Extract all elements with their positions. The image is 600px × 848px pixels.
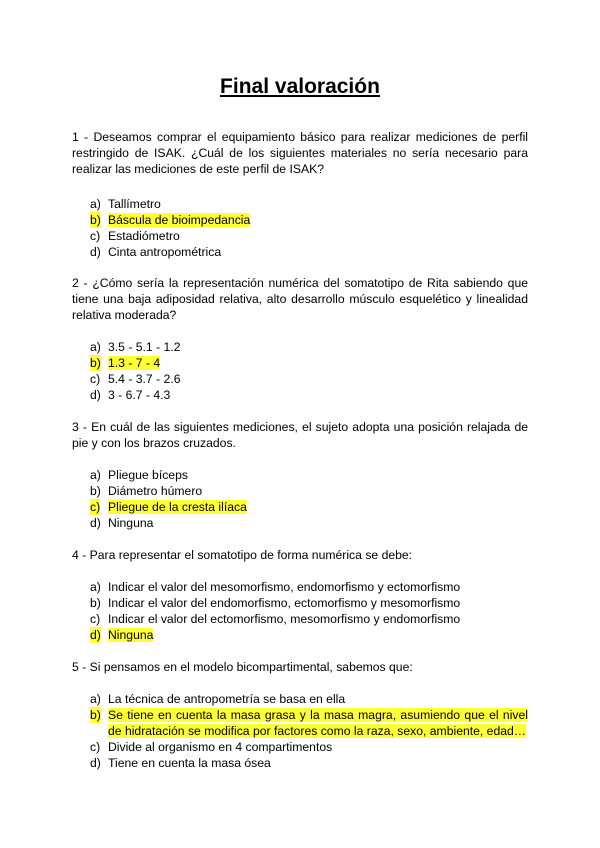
question-text: 5 - Si pensamos en el modelo bicompartimental, sabemos que:	[72, 660, 413, 674]
answer-list-5	[90, 691, 528, 771]
answer-option-selected: b) Báscula de bioimpedancia	[90, 213, 251, 228]
answer-list-2	[90, 339, 528, 403]
page-title: Final valoración	[220, 75, 380, 98]
answer-option: a) 3.5 - 5.1 - 1.2	[90, 340, 181, 354]
question-4	[72, 547, 528, 563]
answer-option: d) Cinta antropométrica	[90, 245, 222, 260]
answer-option-selected: b) 1.3 - 7 - 4	[90, 356, 161, 371]
answer-option: c) Estadiómetro	[90, 229, 180, 244]
answer-option: d) Tiene en cuenta la masa ósea	[90, 756, 271, 771]
answer-option: c) 5.4 - 3.7 - 2.6	[90, 372, 181, 387]
answer-option: d) Ninguna	[90, 516, 154, 531]
answer-option-selected: b) Se tiene en cuenta la masa grasa y la masa magra, asumiendo que el nivel de hidratación se modifica por factores como la raza, sexo, ambiente, edad…	[90, 708, 528, 739]
answer-option: b) Diámetro húmero	[90, 484, 203, 499]
answer-option: c) Divide al organismo en 4 compartimentos	[90, 740, 333, 755]
question-text: 1 - Deseamos comprar el equipamiento básico para realizar mediciones de perfil restringido de ISAK. ¿Cuál de los siguientes materiales no sería necesario para realizar las mediciones de este perfil de ISAK?	[72, 130, 528, 177]
question-2	[72, 275, 528, 323]
question-text: 2 - ¿Cómo sería la representación numérica del somatotipo de Rita sabiendo que tiene una baja adiposidad relativa, alto desarrollo músculo esquelético y linealidad relativa moderada?	[72, 276, 528, 323]
answer-list-4	[90, 579, 528, 643]
answer-option: d) 3 - 6.7 - 4.3	[90, 388, 171, 403]
question-3	[72, 419, 528, 451]
question-5	[72, 659, 528, 675]
answer-option: a) La técnica de antropometría se basa en ella	[90, 692, 346, 706]
answer-option: c) Indicar el valor del ectomorfismo, mesomorfismo y endomorfismo	[90, 612, 461, 627]
question-text: 3 - En cuál de las siguientes mediciones, el sujeto adopta una posición relajada de pie y con los brazos cruzados.	[72, 420, 528, 451]
answer-option-selected: d) Ninguna	[90, 628, 154, 643]
answer-option-selected: c) Pliegue de la cresta ilíaca	[90, 500, 247, 515]
question-text: 4 - Para representar el somatotipo de forma numérica se debe:	[72, 548, 413, 562]
answer-list-1	[90, 196, 528, 260]
answer-option: a) Tallímetro	[90, 197, 161, 211]
question-1	[72, 129, 528, 177]
answer-list-3	[90, 467, 528, 531]
answer-option: a) Indicar el valor del mesomorfismo, endomorfismo y ectomorfismo	[90, 580, 461, 594]
answer-option: b) Indicar el valor del endomorfismo, ectomorfismo y mesomorfismo	[90, 596, 461, 611]
answer-option: a) Pliegue bíceps	[90, 468, 188, 482]
